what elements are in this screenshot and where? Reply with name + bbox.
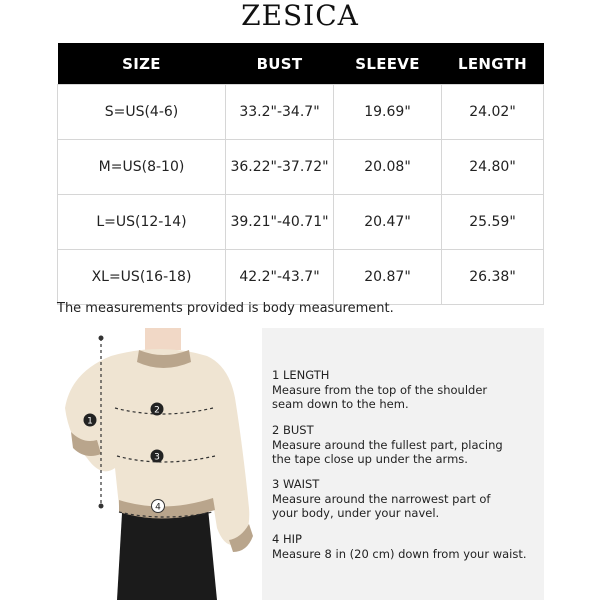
guide-desc: Measure 8 in (20 cm) down from your waist. — [272, 546, 527, 561]
marker-4 — [152, 500, 165, 513]
guide-title: 4 HIP — [272, 532, 302, 546]
table-row — [58, 85, 544, 140]
svg-text:3: 3 — [154, 452, 160, 463]
header-size: SIZE — [58, 43, 226, 85]
guide-item-bust — [272, 423, 512, 467]
size-chart-table — [57, 43, 544, 305]
marker-2 — [151, 403, 164, 416]
cell-size: M=US(8-10) — [58, 140, 226, 195]
svg-text:1: 1 — [87, 416, 93, 427]
model-photo — [57, 328, 262, 600]
guide-desc: Measure around the narrowest part of your body, under your navel. — [272, 491, 491, 520]
marker-3 — [151, 450, 164, 463]
svg-text:2: 2 — [154, 405, 160, 416]
guide-item-waist — [272, 477, 492, 521]
guide-desc: Measure around the fullest part, placing the tape close up under the arms. — [272, 437, 503, 466]
guide-title: 3 WAIST — [272, 477, 320, 491]
table-row — [58, 195, 544, 250]
cell-size: XL=US(16-18) — [58, 250, 226, 305]
cell-length: 24.02" — [442, 85, 544, 140]
cell-length: 26.38" — [442, 250, 544, 305]
measurement-note: The measurements provided is body measurement. — [57, 301, 394, 316]
guide-item-hip — [272, 532, 532, 561]
header-bust: BUST — [226, 43, 334, 85]
cell-length: 24.80" — [442, 140, 544, 195]
guide-title: 1 LENGTH — [272, 368, 330, 382]
cell-sleeve: 19.69" — [334, 85, 442, 140]
table-row — [58, 250, 544, 305]
table-header-row — [58, 43, 544, 85]
cell-bust: 39.21"-40.71" — [226, 195, 334, 250]
cell-bust: 33.2"-34.7" — [226, 85, 334, 140]
cell-size: S=US(4-6) — [58, 85, 226, 140]
measurement-guide — [262, 328, 544, 600]
brand-logo: ZESICA — [241, 0, 359, 32]
cell-bust: 42.2"-43.7" — [226, 250, 334, 305]
cell-length: 25.59" — [442, 195, 544, 250]
length-dot-bottom — [99, 504, 104, 509]
guide-item-length — [272, 368, 492, 412]
cell-size: L=US(12-14) — [58, 195, 226, 250]
svg-text:4: 4 — [155, 502, 161, 513]
cell-sleeve: 20.87" — [334, 250, 442, 305]
marker-1 — [84, 414, 97, 427]
guide-title: 2 BUST — [272, 423, 314, 437]
cell-sleeve: 20.47" — [334, 195, 442, 250]
guide-desc: Measure from the top of the shoulder seam down to the hem. — [272, 382, 488, 411]
length-dot-top — [99, 336, 104, 341]
table-row — [58, 140, 544, 195]
sweater-illustration — [57, 328, 262, 600]
cell-sleeve: 20.08" — [334, 140, 442, 195]
cell-bust: 36.22"-37.72" — [226, 140, 334, 195]
header-length: LENGTH — [442, 43, 544, 85]
header-sleeve: SLEEVE — [334, 43, 442, 85]
neck-shape — [145, 328, 181, 350]
